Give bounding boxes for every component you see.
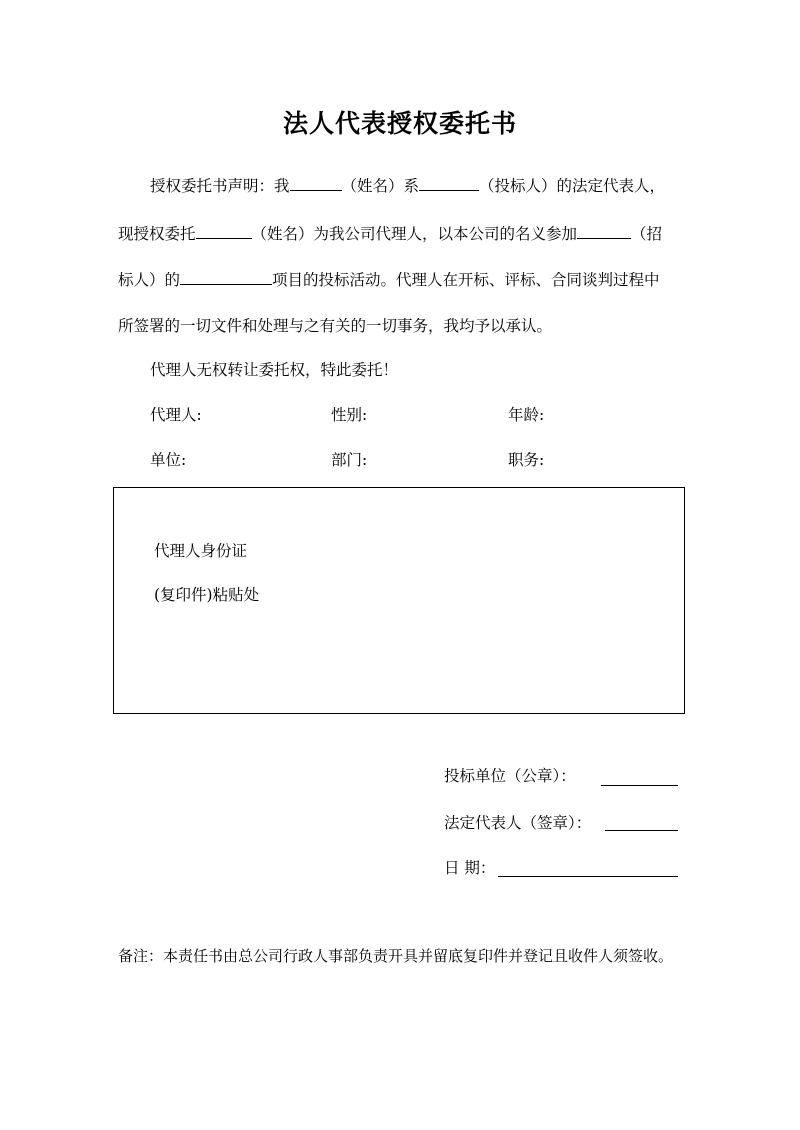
id-box-line-1: 代理人身份证 <box>154 542 248 560</box>
statement-text: （投标人）的法定代表人， <box>479 177 666 195</box>
tenderer-blank[interactable] <box>577 224 631 239</box>
position-label: 职务: <box>508 451 545 469</box>
gender-label: 性别: <box>331 406 368 424</box>
statement-text: （姓名）为我公司代理人，以本公司的名义参加 <box>251 225 578 243</box>
statement-text: 授权委托书声明：我 <box>150 177 290 195</box>
date-line[interactable] <box>498 875 678 877</box>
statement-text: 现授权委托 <box>118 225 196 243</box>
bidder-seal-label: 投标单位（公章）： <box>444 767 576 785</box>
no-transfer-clause: 代理人无权转让委托权，特此委托！ <box>150 361 399 379</box>
agent-name-blank[interactable] <box>196 224 252 239</box>
legal-rep-line[interactable] <box>605 829 678 831</box>
dept-label: 部门: <box>331 451 368 469</box>
legal-rep-label: 法定代表人（签章）： <box>444 814 592 832</box>
statement-line-3 <box>118 270 660 290</box>
project-blank[interactable] <box>180 270 272 285</box>
bidder-seal-line[interactable] <box>601 784 678 786</box>
unit-label: 单位: <box>150 451 187 469</box>
agent-label: 代理人: <box>150 406 202 424</box>
statement-text: 项目的投标活动。代理人在开标、评标、合同谈判过程中 <box>272 271 660 289</box>
bidder-blank[interactable] <box>419 176 479 191</box>
document-title: 法人代表授权委托书 <box>282 109 517 138</box>
statement-line-1 <box>150 176 665 196</box>
statement-text: 标人）的 <box>118 271 181 289</box>
age-label: 年龄: <box>508 406 545 424</box>
id-card-paste-area <box>113 487 685 714</box>
id-box-line-2: (复印件)粘贴处 <box>154 586 260 604</box>
statement-line-2 <box>118 224 662 244</box>
statement-text: （姓名）系 <box>341 177 420 195</box>
footnote: 备注：本责任书由总公司行政人事部负责开具并留底复印件并登记且收件人须签收。 <box>118 947 674 965</box>
name-blank[interactable] <box>290 176 342 191</box>
date-label: 日 期： <box>444 859 496 877</box>
statement-line-4: 所签署的一切文件和处理与之有关的一切事务，我均予以承认。 <box>118 317 553 335</box>
statement-text: （招 <box>631 225 663 243</box>
